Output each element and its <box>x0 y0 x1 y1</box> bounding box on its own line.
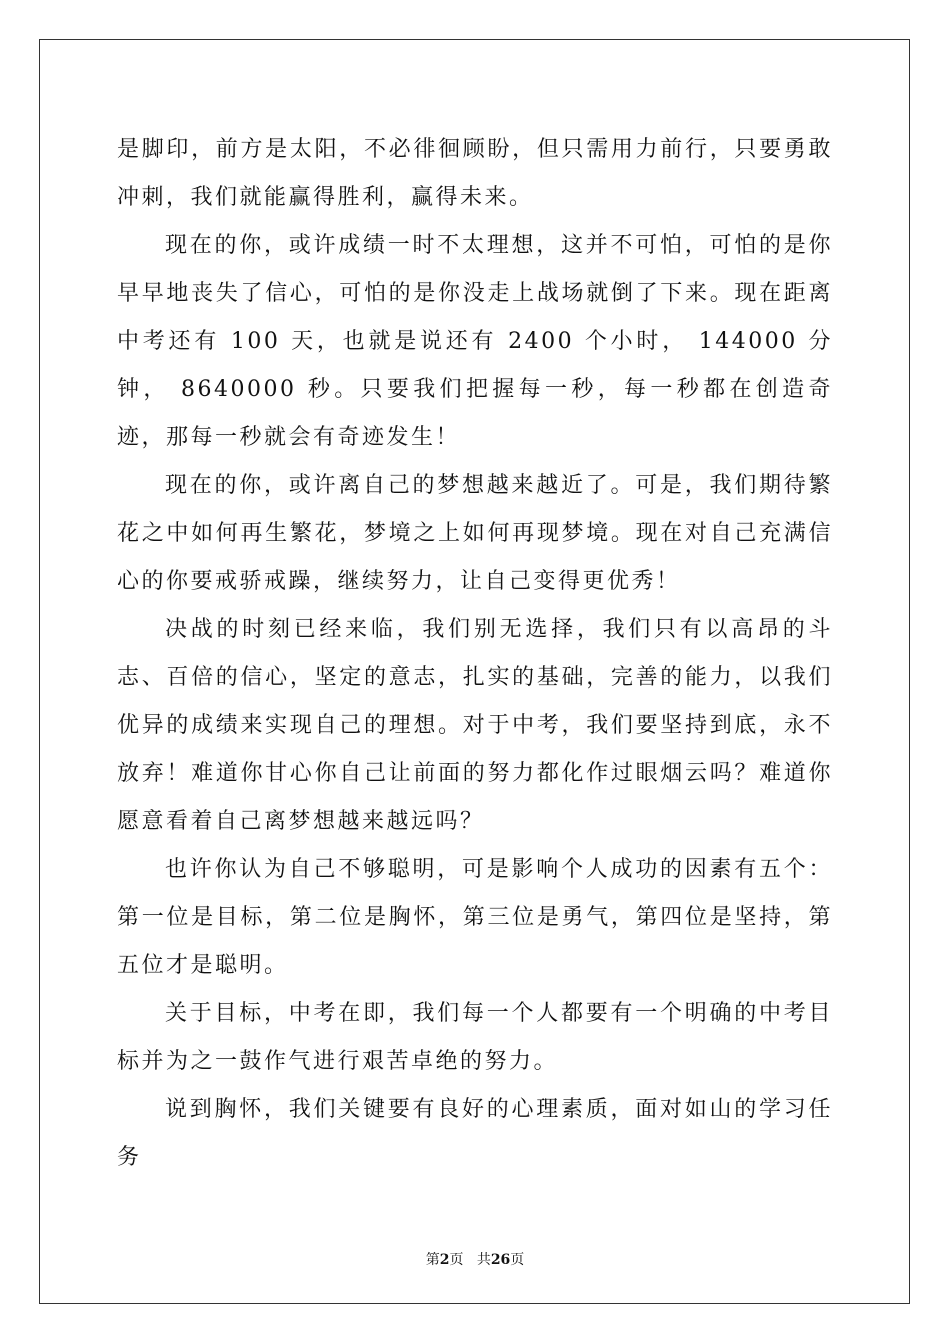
page-footer <box>0 1249 950 1269</box>
paragraph: 决战的时刻已经来临，我们别无选择，我们只有以高昂的斗志、百倍的信心，坚定的意志，扎实的基础，完善的能力，以我们优异的成绩来实现自己的理想。对于中考，我们要坚持到底，永不放弃！难道你甘心你自己让前面的努力都化作过眼烟云吗？难道你愿意看着自己离梦想越来越远吗？ <box>117 617 833 834</box>
footer-prefix: 第 <box>425 1252 440 1268</box>
paragraph: 是脚印，前方是太阳，不必徘徊顾盼，但只需用力前行，只要勇敢冲刺，我们就能赢得胜利，赢得未来。 <box>117 137 833 210</box>
current-page-number: 2 <box>439 1252 450 1268</box>
paragraph: 现在的你，或许成绩一时不太理想，这并不可怕，可怕的是你早早地丧失了信心，可怕的是你没走上战场就倒了下来。现在距离中考还有 100 天，也就是说还有 2400 个小时， 144000 分钟， 8640000 秒。只要我们把握每一秒，每一秒都在创造奇迹，那每一秒就会有奇迹发生！ <box>117 233 833 450</box>
footer-total-suffix: 页 <box>510 1252 525 1268</box>
document-body <box>117 126 833 1182</box>
paragraph: 关于目标，中考在即，我们每一个人都要有一个明确的中考目标并为之一鼓作气进行艰苦卓绝的努力。 <box>117 1001 833 1074</box>
footer-total-prefix: 共 <box>476 1252 491 1268</box>
footer-page-word: 页 <box>449 1252 464 1268</box>
paragraph: 现在的你，或许离自己的梦想越来越近了。可是，我们期待繁花之中如何再生繁花，梦境之上如何再现梦境。现在对自己充满信心的你要戒骄戒躁，继续努力，让自己变得更优秀！ <box>117 473 833 594</box>
paragraph: 也许你认为自己不够聪明，可是影响个人成功的因素有五个：第一位是目标，第二位是胸怀，第三位是勇气，第四位是坚持，第五位才是聪明。 <box>117 857 833 978</box>
paragraph: 说到胸怀，我们关键要有良好的心理素质，面对如山的学习任务 <box>117 1097 833 1170</box>
total-page-number: 26 <box>490 1252 511 1268</box>
